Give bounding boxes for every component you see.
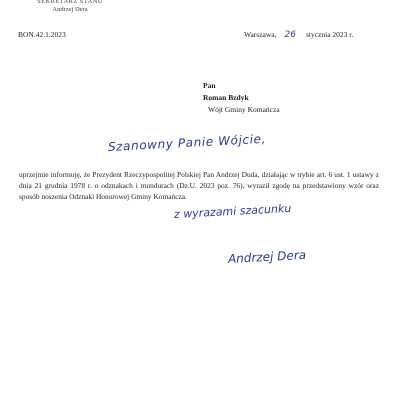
date-day: 26 [284,30,296,40]
date-place: Warszawa, [244,30,277,39]
recipient-block [203,80,280,116]
recipient-title: Pan [203,81,216,90]
handwritten-closing: z wyrazami szacunku [173,201,292,221]
date-line [244,30,353,40]
recipient-role: Wójt Gminy Komańcza [208,105,280,114]
date-month-year: stycznia 2023 r. [305,30,354,39]
handwritten-signature: Andrzej Dera [227,247,307,266]
reference-number: BON.42.1.2023 [18,30,66,39]
handwritten-salutation: Szanowny Panie Wójcie, [107,131,267,154]
recipient-name: Roman Bzdyk [203,93,249,102]
letterhead-name: Andrzej Dera [52,6,88,13]
letter-body: uprzejmie informuję, że Prezydent Rzeczypospolitej Polskiej Pan Andrzej Duda, działając w trybie art. 6 ust. 1 ustawy z dnia 21 grudnia 1978 r. o odznakach i mundurach (Dz.U. 2023 poz. 76), wyraził zgodę na przedstawiony wzór oraz sposób noszenia Odznaki Honorowej Gminy Komańcza. [19,170,379,201]
letterhead-title: SEKRETARZ STANU [37,0,103,5]
letterhead [0,0,140,14]
